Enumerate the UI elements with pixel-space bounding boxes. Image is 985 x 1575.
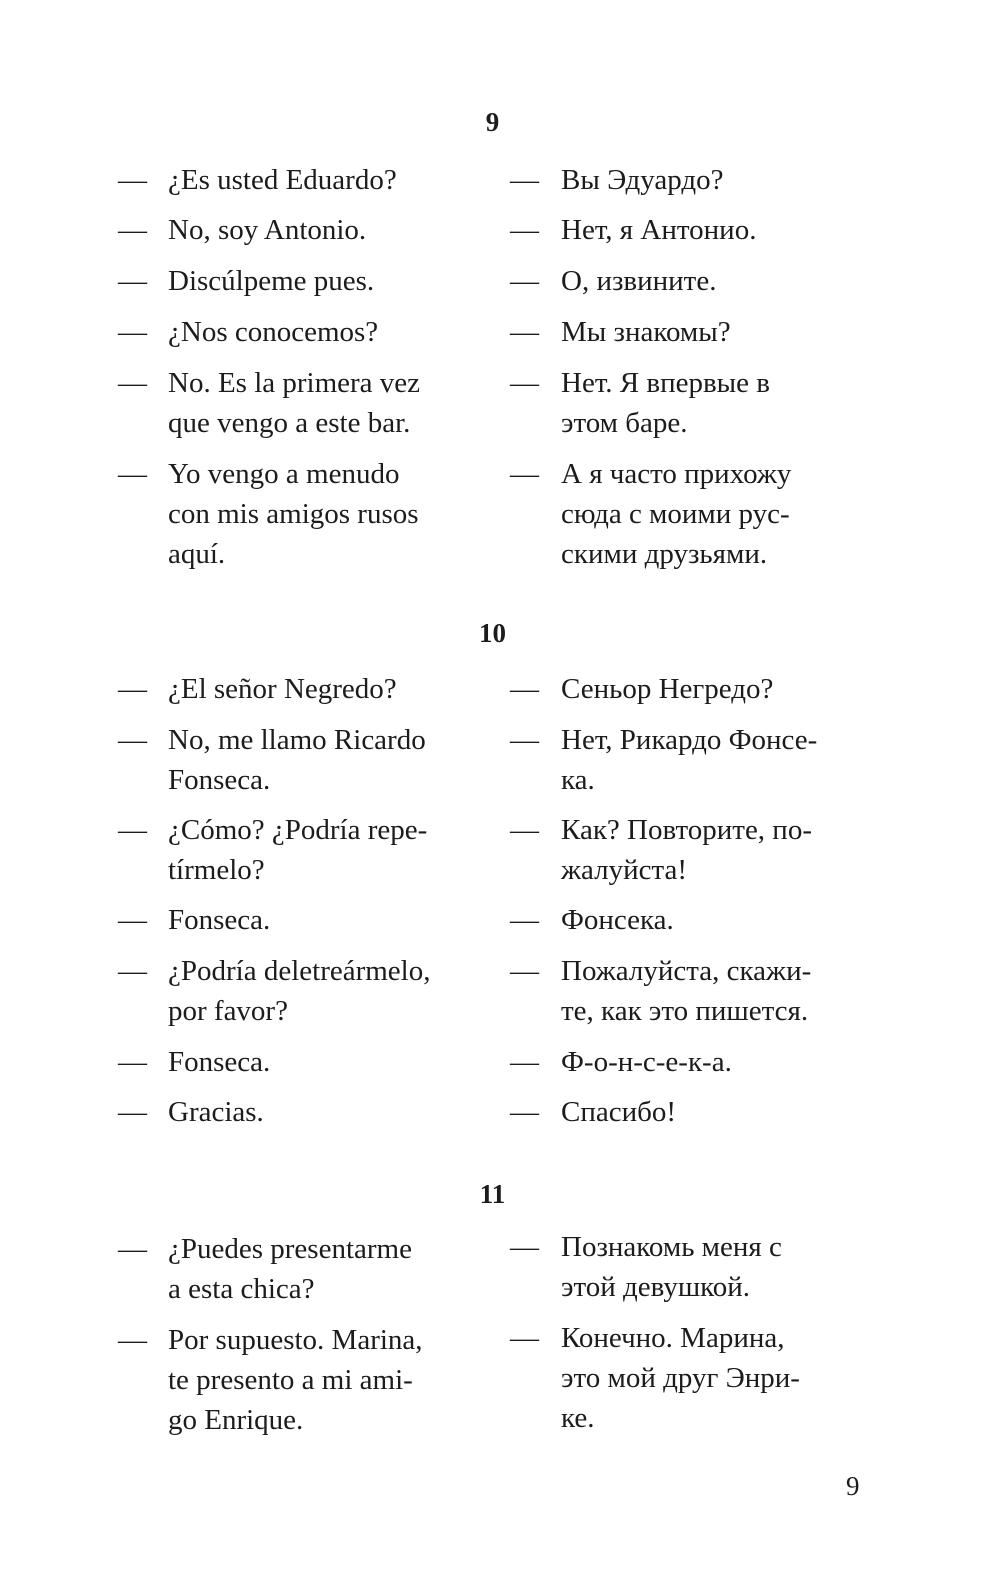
dash: — <box>118 673 147 705</box>
dash: — <box>118 458 147 490</box>
spanish-line: Gracias. <box>168 1096 264 1128</box>
dash: — <box>510 367 539 399</box>
russian-line: Мы знакомы? <box>561 316 731 348</box>
dash: — <box>510 673 539 705</box>
russian-line: Вы Эдуардо? <box>561 164 724 196</box>
spanish-line: Yo vengo a menudo <box>168 458 400 490</box>
dash: — <box>510 1322 539 1354</box>
dash: — <box>118 724 147 756</box>
spanish-line: go Enrique. <box>168 1404 304 1436</box>
spanish-line: con mis amigos rusos <box>168 498 419 530</box>
dash: — <box>118 1096 147 1128</box>
russian-line: Нет. Я впервые в <box>561 367 770 399</box>
dash: — <box>510 1046 539 1078</box>
russian-line: те, как это пишется. <box>561 995 809 1027</box>
russian-line: Конечно. Марина, <box>561 1322 785 1354</box>
dash: — <box>118 164 147 196</box>
russian-line: жалуйста! <box>561 854 688 886</box>
dash: — <box>510 214 539 246</box>
dash: — <box>118 1324 147 1356</box>
spanish-line: Fonseca. <box>168 904 271 936</box>
dash: — <box>510 1231 539 1263</box>
spanish-line: a esta chica? <box>168 1273 315 1305</box>
spanish-line: ¿Es usted Eduardo? <box>168 164 397 196</box>
spanish-line: ¿Podría deletreármelo, <box>168 955 431 987</box>
russian-line: Как? Повторите, по- <box>561 814 812 846</box>
dash: — <box>510 265 539 297</box>
spanish-line: Por supuesto. Marina, <box>168 1324 423 1356</box>
dash: — <box>510 724 539 756</box>
dash: — <box>510 164 539 196</box>
section-number: 11 <box>479 1179 506 1209</box>
section-number: 9 <box>485 107 500 137</box>
russian-line: Нет, Рикардо Фонсе- <box>561 724 818 756</box>
spanish-line: que vengo a este bar. <box>168 407 411 439</box>
russian-line: Познакомь меня с <box>561 1231 782 1263</box>
russian-line: Фонсека. <box>561 904 674 936</box>
page-number: 9 <box>846 1471 860 1501</box>
dash: — <box>118 367 147 399</box>
spanish-line: No, soy Antonio. <box>168 214 367 246</box>
spanish-line: te presento a mi ami- <box>168 1364 413 1396</box>
dash: — <box>510 955 539 987</box>
russian-line: это мой друг Энри- <box>561 1362 800 1394</box>
dash: — <box>510 316 539 348</box>
dash: — <box>510 904 539 936</box>
spanish-line: ¿El señor Negredo? <box>168 673 397 705</box>
dash: — <box>118 316 147 348</box>
dash: — <box>118 1233 147 1265</box>
dash: — <box>510 458 539 490</box>
spanish-line: Fonseca. <box>168 1046 271 1078</box>
dash: — <box>118 904 147 936</box>
spanish-line: ¿Nos conocemos? <box>168 316 379 348</box>
russian-line: этой девушкой. <box>561 1271 751 1303</box>
russian-line: Спасибо! <box>561 1096 677 1128</box>
russian-line: Сеньор Негредо? <box>561 673 774 705</box>
russian-line: Нет, я Антонио. <box>561 214 757 246</box>
spanish-line: No. Es la primera vez <box>168 367 421 399</box>
dash: — <box>118 1046 147 1078</box>
dash: — <box>510 1096 539 1128</box>
spanish-line: No, me llamo Ricardo <box>168 724 426 756</box>
dash: — <box>118 955 147 987</box>
spanish-line: ¿Cómo? ¿Podría repe- <box>168 814 428 846</box>
dash: — <box>510 814 539 846</box>
russian-line: А я часто прихожу <box>561 458 792 490</box>
russian-line: ке. <box>561 1402 595 1434</box>
section-number: 10 <box>479 618 506 648</box>
dash: — <box>118 265 147 297</box>
russian-line: Ф-о-н-с-е-к-а. <box>561 1046 732 1078</box>
dash: — <box>118 214 147 246</box>
russian-line: ка. <box>561 764 595 796</box>
russian-line: О, извините. <box>561 265 717 297</box>
spanish-line: por favor? <box>168 995 288 1027</box>
spanish-line: Discúlpeme pues. <box>168 265 375 297</box>
russian-line: скими друзьями. <box>561 538 768 570</box>
spanish-line: Fonseca. <box>168 764 271 796</box>
russian-line: Пожалуйста, скажи- <box>561 955 812 987</box>
spanish-line: tírmelo? <box>168 854 265 886</box>
dash: — <box>118 814 147 846</box>
russian-line: этом баре. <box>561 407 688 439</box>
russian-line: сюда с моими рус- <box>561 498 790 530</box>
spanish-line: ¿Puedes presentarme <box>168 1233 412 1265</box>
spanish-line: aquí. <box>168 538 226 570</box>
